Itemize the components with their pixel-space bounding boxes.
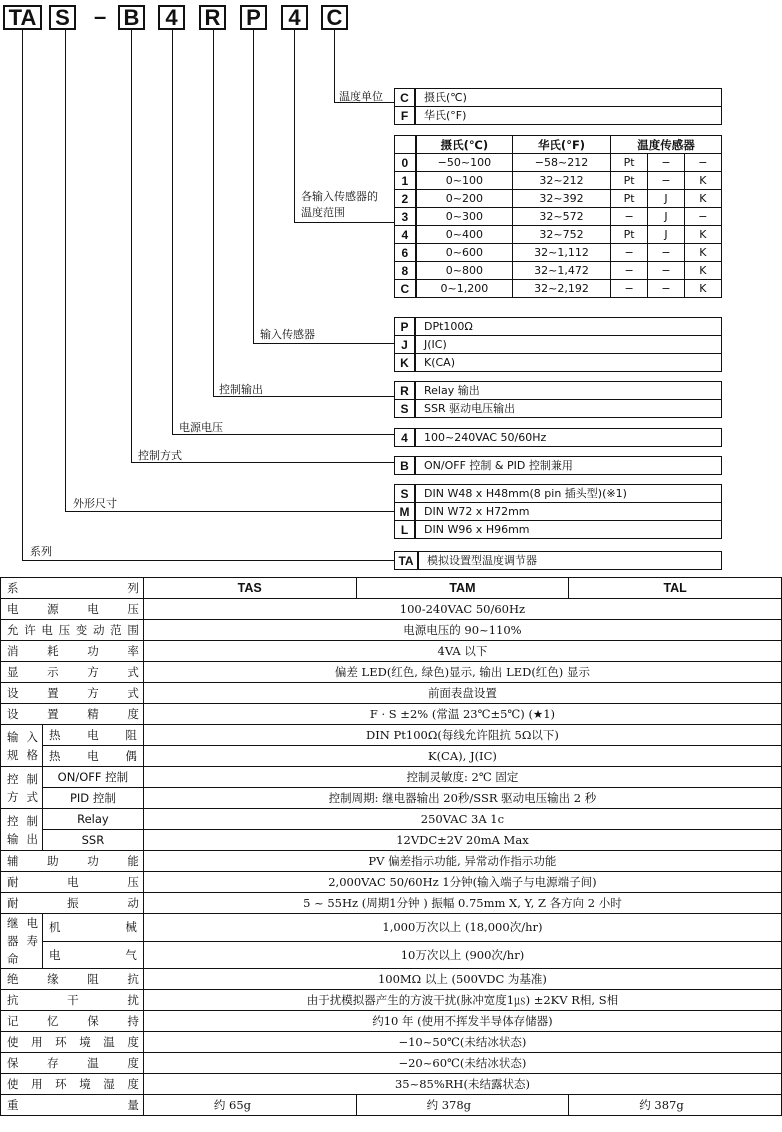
range-sensor-pt: Pt [610,154,647,172]
range-sensor-k: K [684,262,721,280]
size-table [394,484,722,539]
option-text: J(IC) [415,336,722,354]
option-code: S [395,400,416,418]
range-row [395,208,722,226]
option-code: P [395,318,416,336]
range-row [395,226,722,244]
spec-value: 4VA 以下 [143,641,781,662]
spec-sub-label: 热电阻 [42,725,143,746]
spec-sub-label: ON/OFF 控制 [42,767,143,788]
range-sensor-pt: − [610,280,647,298]
option-text: DIN W48 x H48mm(8 pin 插头型)(※1) [415,485,722,503]
spec-row [1,599,782,620]
spec-label: 允许电压变动范围 [1,620,144,641]
code-power: 4 [158,5,185,30]
spec-header-tal: TAL [569,578,782,599]
range-sensor-j: − [648,280,684,298]
code-size: S [49,5,76,30]
option-code: K [395,354,416,372]
series-row [395,552,722,570]
label-temp-unit: 温度单位 [339,90,383,103]
range-header-celsius: 摄氏(℃) [416,136,513,154]
series-table [394,551,722,570]
option-code: S [395,485,416,503]
option-code: TA [395,552,419,570]
size-row [395,485,722,503]
code-temp-unit: C [321,5,348,30]
range-row [395,262,722,280]
spec-row [1,872,782,893]
spec-value: 1,000万次以上 (18,000次/hr) [143,914,781,942]
spec-value: 100-240VAC 50/60Hz [143,599,781,620]
option-text: 摄氏(℃) [415,89,722,107]
connector-output [213,30,214,396]
spec-label: 耐电压 [1,872,144,893]
option-text: SSR 驱动电压输出 [415,400,722,418]
range-celsius: 0~200 [416,190,513,208]
range-sensor-pt: Pt [610,226,647,244]
control-output-row [395,382,722,400]
range-sensor-pt: − [610,208,647,226]
spec-sub-label: 电气 [42,941,143,969]
spec-label: 使用环境湿度 [1,1074,144,1095]
spec-weight-tas: 约 65g [143,1095,356,1116]
spec-value: F · S ±2% (常温 23℃±5℃) (★1) [143,704,781,725]
spec-group-label: 控制方式 [1,767,43,809]
spec-value: 电源电压的 90~110% [143,620,781,641]
spec-sub-label: 机械 [42,914,143,942]
range-sensor-j: J [648,208,684,226]
spec-value: 2,000VAC 50/60Hz 1分钟(输入端子与电源端子间) [143,872,781,893]
spec-value: K(CA), J(IC) [143,746,781,767]
range-fahrenheit: 32~392 [513,190,611,208]
range-sensor-pt: Pt [610,172,647,190]
range-celsius: 0~1,200 [416,280,513,298]
range-celsius: 0~400 [416,226,513,244]
code-control-method: B [118,5,145,30]
label-range-1: 各输入传感器的 [301,190,378,203]
spec-label: 记忆保持 [1,1011,144,1032]
connector-range [294,30,295,222]
spec-value: 12VDC±2V 20mA Max [143,830,781,851]
spec-value: 前面表盘设置 [143,683,781,704]
spec-table [0,577,782,1116]
range-fahrenheit: 32~1,472 [513,262,611,280]
spec-row [1,1095,782,1116]
connector-series-h [22,560,394,561]
range-header-sensor: 温度传感器 [610,136,721,154]
spec-sub-label: PID 控制 [42,788,143,809]
range-fahrenheit: 32~2,192 [513,280,611,298]
range-code: 0 [395,154,416,172]
range-fahrenheit: −58~212 [513,154,611,172]
option-code: B [395,457,416,475]
spec-row [1,809,782,830]
spec-group-label: 输入规格 [1,725,43,767]
option-text: DPt100Ω [415,318,722,336]
spec-value: −10~50℃(未结冰状态) [143,1032,781,1053]
spec-label: 绝缘阻抗 [1,969,144,990]
range-celsius: −50~100 [416,154,513,172]
spec-label: 系列 [1,578,144,599]
spec-value: PV 偏差指示功能, 异常动作指示功能 [143,851,781,872]
control-method-row [395,457,722,475]
spec-row [1,1032,782,1053]
spec-row [1,662,782,683]
label-series: 系列 [30,545,52,558]
spec-row [1,704,782,725]
option-text: K(CA) [415,354,722,372]
spec-weight-tal: 约 387g [569,1095,782,1116]
spec-value: 5 ~ 55Hz (周期1分钟 ) 振幅 0.75mm X, Y, Z 各方向 2 小时 [143,893,781,914]
code-range: 4 [281,5,308,30]
range-sensor-k: − [684,208,721,226]
range-row [395,244,722,262]
range-sensor-j: − [648,172,684,190]
label-size: 外形尺寸 [73,497,117,510]
range-row [395,172,722,190]
option-code: R [395,382,416,400]
spec-label: 设置精度 [1,704,144,725]
spec-header-tas: TAS [143,578,356,599]
range-code: 1 [395,172,416,190]
spec-row [1,1074,782,1095]
spec-row [1,683,782,704]
input-sensor-table [394,317,722,372]
spec-value: 由于扰模拟器产生的方波干扰(脉冲宽度1㎲) ±2KV R相, S相 [143,990,781,1011]
connector-unit [334,30,335,102]
spec-row [1,1011,782,1032]
spec-value: 35~85%RH(未结露状态) [143,1074,781,1095]
range-sensor-pt: − [610,262,647,280]
spec-value: −20~60℃(未结冰状态) [143,1053,781,1074]
option-code: F [395,107,416,125]
spec-header-tam: TAM [356,578,569,599]
code-input-sensor: P [240,5,267,30]
range-header-row [395,136,722,154]
control-output-row [395,400,722,418]
spec-row [1,990,782,1011]
option-code: L [395,521,416,539]
range-row [395,190,722,208]
option-text: 100~240VAC 50/60Hz [415,429,722,447]
spec-value: 约10 年 (使用不挥发半导体存储器) [143,1011,781,1032]
spec-value: 10万次以上 (900次/hr) [143,941,781,969]
spec-label: 抗干扰 [1,990,144,1011]
code-control-output: R [199,5,226,30]
spec-label: 显示方式 [1,662,144,683]
spec-label: 辅助功能 [1,851,144,872]
option-text: 华氏(°F) [415,107,722,125]
range-code: C [395,280,416,298]
range-code: 2 [395,190,416,208]
option-text: DIN W96 x H96mm [415,521,722,539]
range-header-fahrenheit: 华氏(°F) [513,136,611,154]
range-sensor-k: K [684,244,721,262]
option-text: Relay 输出 [415,382,722,400]
range-sensor-k: K [684,190,721,208]
range-sensor-pt: − [610,244,647,262]
label-power-voltage: 电源电压 [179,421,223,434]
spec-row [1,725,782,746]
range-sensor-j: J [648,190,684,208]
spec-sub-label: 热电偶 [42,746,143,767]
range-celsius: 0~600 [416,244,513,262]
range-celsius: 0~100 [416,172,513,190]
connector-range-h [294,222,394,223]
spec-weight-tam: 约 378g [356,1095,569,1116]
power-table [394,428,722,447]
spec-row [1,969,782,990]
range-sensor-k: K [684,280,721,298]
range-fahrenheit: 32~212 [513,172,611,190]
range-row [395,280,722,298]
option-text: DIN W72 x H72mm [415,503,722,521]
spec-row [1,767,782,788]
spec-sub-label: Relay [42,809,143,830]
spec-row [1,620,782,641]
spec-row [1,851,782,872]
range-code: 3 [395,208,416,226]
option-text: 模拟设置型温度调节器 [418,552,722,570]
connector-size [65,30,66,511]
range-sensor-k: K [684,226,721,244]
power-row [395,429,722,447]
range-celsius: 0~300 [416,208,513,226]
spec-value: 250VAC 3A 1c [143,809,781,830]
spec-value: 偏差 LED(红色, 绿色)显示, 输出 LED(红色) 显示 [143,662,781,683]
range-code: 8 [395,262,416,280]
range-row [395,154,722,172]
connector-output-h [213,396,394,397]
connector-size-h [65,511,394,512]
spec-group-label: 继电器寿命 [1,914,43,969]
range-sensor-j: J [648,226,684,244]
option-code: M [395,503,416,521]
range-celsius: 0~800 [416,262,513,280]
temp-unit-row [395,107,722,125]
temp-unit-table [394,88,722,125]
spec-row [1,830,782,851]
spec-row [1,1053,782,1074]
spec-label: 使用环境温度 [1,1032,144,1053]
range-sensor-pt: Pt [610,190,647,208]
spec-label: 设置方式 [1,683,144,704]
range-header-blank [395,136,416,154]
option-code: J [395,336,416,354]
spec-row [1,641,782,662]
connector-method [131,30,132,462]
range-sensor-k: K [684,172,721,190]
code-dash: – [94,4,107,29]
label-input-sensor: 输入传感器 [260,328,315,341]
label-control-method: 控制方式 [138,449,182,462]
connector-series [22,30,23,560]
connector-input-h [253,343,394,344]
spec-label: 重量 [1,1095,144,1116]
control-output-table [394,381,722,418]
input-sensor-row [395,318,722,336]
range-table [394,135,722,298]
range-sensor-j: − [648,154,684,172]
spec-label: 电源电压 [1,599,144,620]
range-sensor-k: − [684,154,721,172]
spec-row [1,788,782,809]
spec-value: 控制周期: 继电器输出 20秒/SSR 驱动电压输出 2 秒 [143,788,781,809]
spec-row [1,893,782,914]
spec-value: 控制灵敏度: 2℃ 固定 [143,767,781,788]
temp-unit-row [395,89,722,107]
spec-header-row [1,578,782,599]
range-fahrenheit: 32~1,112 [513,244,611,262]
spec-row [1,941,782,969]
spec-row [1,746,782,767]
spec-group-label: 控制输出 [1,809,43,851]
option-code: 4 [395,429,416,447]
connector-input [253,30,254,343]
input-sensor-row [395,354,722,372]
spec-value: 100MΩ 以上 (500VDC 为基准) [143,969,781,990]
label-range-2: 温度范围 [301,206,345,219]
range-fahrenheit: 32~572 [513,208,611,226]
control-method-table [394,456,722,475]
range-sensor-j: − [648,244,684,262]
spec-value: DIN Pt100Ω(每线允许阻抗 5Ω以下) [143,725,781,746]
spec-label: 保存温度 [1,1053,144,1074]
range-sensor-j: − [648,262,684,280]
label-control-output: 控制输出 [219,383,263,396]
option-text: ON/OFF 控制 & PID 控制兼用 [415,457,722,475]
spec-label: 消耗功率 [1,641,144,662]
range-code: 6 [395,244,416,262]
option-code: C [395,89,416,107]
code-series: TA [3,5,42,30]
spec-row [1,914,782,942]
spec-label: 耐振动 [1,893,144,914]
connector-power [172,30,173,434]
range-code: 4 [395,226,416,244]
size-row [395,503,722,521]
range-fahrenheit: 32~752 [513,226,611,244]
input-sensor-row [395,336,722,354]
connector-method-h [131,462,394,463]
connector-power-h [172,434,394,435]
spec-sub-label: SSR [42,830,143,851]
size-row [395,521,722,539]
